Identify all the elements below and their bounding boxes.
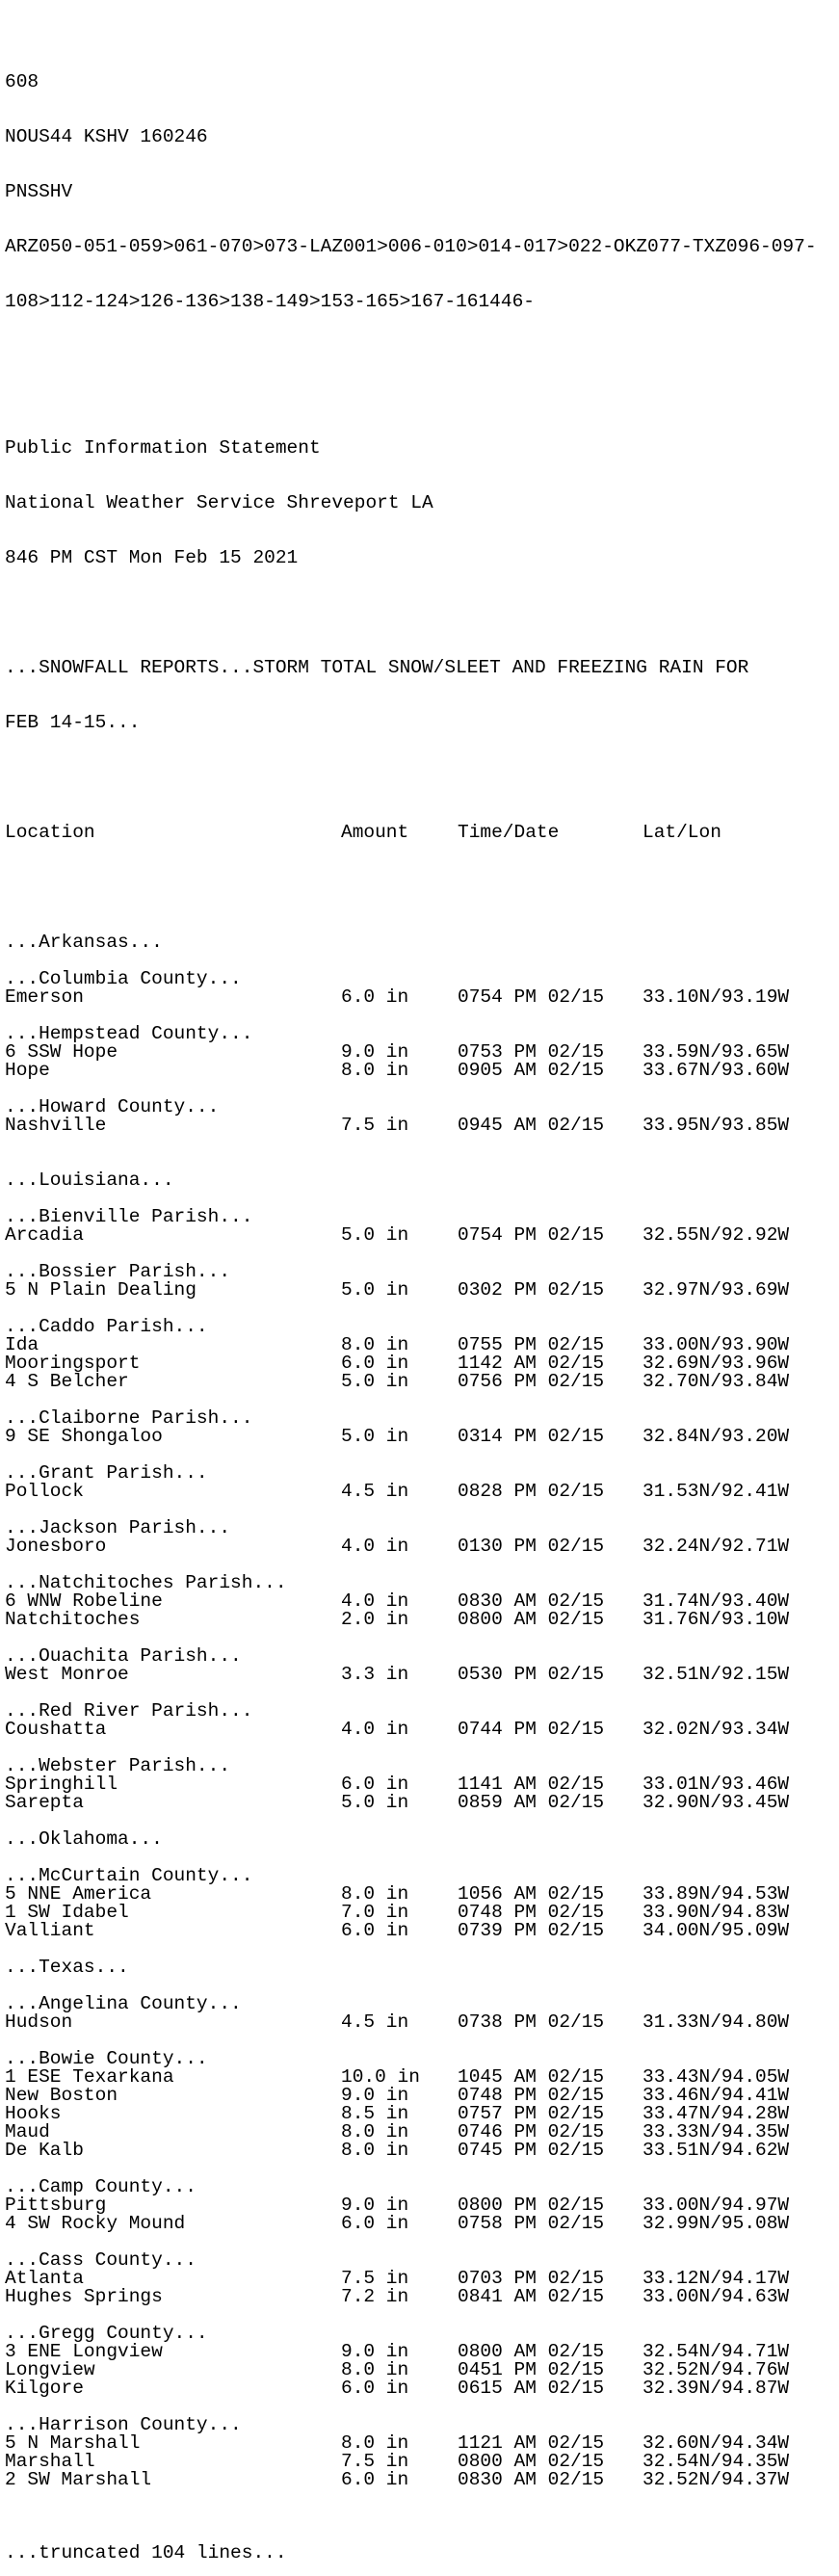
county-heading: ...Jackson Parish... bbox=[5, 1517, 231, 1538]
report-latlon: 33.12N/94.17W bbox=[642, 2268, 790, 2289]
report-time: 0130 PM 02/15 bbox=[458, 1536, 605, 1557]
report-time: 0748 PM 02/15 bbox=[458, 2085, 605, 2106]
report-time: 0830 AM 02/15 bbox=[458, 2469, 605, 2490]
report-amount: 5.0 in bbox=[341, 1792, 409, 1813]
statement-title: Public Information Statement bbox=[5, 437, 321, 459]
report-row bbox=[5, 2288, 839, 2306]
report-latlon: 31.33N/94.80W bbox=[642, 2011, 790, 2033]
report-latlon: 33.00N/93.90W bbox=[642, 1334, 790, 1355]
report-latlon: 32.60N/94.34W bbox=[642, 2432, 790, 2454]
report-location: Hope bbox=[5, 1060, 50, 1081]
county-heading: ...Columbia County... bbox=[5, 968, 242, 989]
report-latlon: 32.52N/94.76W bbox=[642, 2359, 790, 2380]
report-latlon: 33.51N/94.62W bbox=[642, 2140, 790, 2161]
report-latlon: 31.76N/93.10W bbox=[642, 1609, 790, 1630]
report-location: Mooringsport bbox=[5, 1353, 141, 1374]
report-location: 4 SW Rocky Mound bbox=[5, 2213, 186, 2234]
report-latlon: 33.95N/93.85W bbox=[642, 1115, 790, 1136]
header-line: PNSSHV bbox=[5, 181, 73, 202]
report-location: Pollock bbox=[5, 1481, 84, 1502]
report-amount: 6.0 in bbox=[341, 1920, 409, 1941]
county-heading: ...Ouachita Parish... bbox=[5, 1645, 242, 1667]
report-time: 0753 PM 02/15 bbox=[458, 1041, 605, 1063]
report-amount: 6.0 in bbox=[341, 2213, 409, 2234]
report-location: Hudson bbox=[5, 2011, 73, 2033]
report-location: 4 S Belcher bbox=[5, 1371, 129, 1392]
report-time: 1142 AM 02/15 bbox=[458, 1353, 605, 1374]
county-heading: ...Bossier Parish... bbox=[5, 1261, 231, 1282]
column-header-location: Location bbox=[5, 822, 95, 843]
report-time: 0451 PM 02/15 bbox=[458, 2359, 605, 2380]
report-time: 0754 PM 02/15 bbox=[458, 986, 605, 1008]
county-heading: ...Camp County... bbox=[5, 2176, 197, 2197]
report-location: Longview bbox=[5, 2359, 95, 2380]
product-header bbox=[5, 37, 839, 348]
county-heading: ...Hempstead County... bbox=[5, 1023, 253, 1044]
report-list bbox=[5, 933, 839, 2508]
report-latlon: 33.47N/94.28W bbox=[642, 2103, 790, 2124]
blank-line bbox=[5, 769, 839, 787]
report-latlon: 33.01N/93.46W bbox=[642, 1774, 790, 1795]
county-heading: ...Angelina County... bbox=[5, 1993, 242, 2014]
report-time: 0800 AM 02/15 bbox=[458, 2451, 605, 2472]
report-row bbox=[5, 1428, 839, 1446]
report-row bbox=[5, 1794, 839, 1812]
column-header-lat-lon: Lat/Lon bbox=[642, 822, 721, 843]
report-row bbox=[5, 1721, 839, 1739]
report-row bbox=[5, 2379, 839, 2398]
report-time: 0754 PM 02/15 bbox=[458, 1224, 605, 1246]
header-line: ARZ050-051-059>061-070>073-LAZ001>006-010>014-017>022-OKZ077-TXZ096-097- bbox=[5, 236, 817, 257]
report-latlon: 32.02N/93.34W bbox=[642, 1719, 790, 1740]
report-amount: 9.0 in bbox=[341, 1041, 409, 1063]
report-location: 1 SW Idabel bbox=[5, 1902, 129, 1923]
report-location: Valliant bbox=[5, 1920, 95, 1941]
report-location: Natchitoches bbox=[5, 1609, 141, 1630]
report-time: 0756 PM 02/15 bbox=[458, 1371, 605, 1392]
report-row bbox=[5, 2434, 839, 2453]
blank-line bbox=[5, 2398, 839, 2416]
report-row bbox=[5, 1538, 839, 1556]
report-time: 0755 PM 02/15 bbox=[458, 1334, 605, 1355]
issue-time: 846 PM CST Mon Feb 15 2021 bbox=[5, 547, 299, 568]
report-latlon: 32.69N/93.96W bbox=[642, 1353, 790, 1374]
report-amount: 6.0 in bbox=[341, 2469, 409, 2490]
report-time: 0744 PM 02/15 bbox=[458, 1719, 605, 1740]
report-row bbox=[5, 1373, 839, 1391]
report-amount: 9.0 in bbox=[341, 2341, 409, 2362]
report-latlon: 33.90N/94.83W bbox=[642, 1902, 790, 1923]
county-heading: ...Bowie County... bbox=[5, 2048, 208, 2069]
truncation-notice: ...truncated 104 lines... bbox=[5, 2544, 287, 2558]
report-location: Springhill bbox=[5, 1774, 118, 1795]
report-location: Emerson bbox=[5, 986, 84, 1008]
report-latlon: 32.54N/94.71W bbox=[642, 2341, 790, 2362]
report-latlon: 32.24N/92.71W bbox=[642, 1536, 790, 1557]
report-time: 0748 PM 02/15 bbox=[458, 1902, 605, 1923]
state-heading: ...Arkansas... bbox=[5, 932, 163, 953]
report-row bbox=[5, 988, 839, 1007]
report-amount: 7.2 in bbox=[341, 2286, 409, 2307]
report-amount: 5.0 in bbox=[341, 1224, 409, 1246]
report-amount: 10.0 in bbox=[341, 2066, 420, 2088]
report-amount: 9.0 in bbox=[341, 2195, 409, 2216]
report-location: De Kalb bbox=[5, 2140, 84, 2161]
blank-line bbox=[5, 384, 839, 403]
report-amount: 8.0 in bbox=[341, 1334, 409, 1355]
county-heading: ...McCurtain County... bbox=[5, 1865, 253, 1886]
county-heading: ...Harrison County... bbox=[5, 2414, 242, 2435]
report-latlon: 33.33N/94.35W bbox=[642, 2121, 790, 2142]
column-header-time-date: Time/Date bbox=[458, 822, 560, 843]
blank-line bbox=[5, 604, 839, 622]
report-row bbox=[5, 1281, 839, 1300]
issuing-office: National Weather Service Shreveport LA bbox=[5, 492, 433, 513]
report-location: New Boston bbox=[5, 2085, 118, 2106]
report-amount: 8.0 in bbox=[341, 2432, 409, 2454]
report-time: 0758 PM 02/15 bbox=[458, 2213, 605, 2234]
state-heading: ...Oklahoma... bbox=[5, 1828, 163, 1850]
report-row bbox=[5, 1922, 839, 1940]
report-row bbox=[5, 1062, 839, 1080]
report-time: 0841 AM 02/15 bbox=[458, 2286, 605, 2307]
report-location: 9 SE Shongaloo bbox=[5, 1426, 163, 1447]
report-time: 0800 AM 02/15 bbox=[458, 2341, 605, 2362]
report-location: Nashville bbox=[5, 1115, 107, 1136]
report-row bbox=[5, 1666, 839, 1684]
report-amount: 5.0 in bbox=[341, 1426, 409, 1447]
report-amount: 7.5 in bbox=[341, 1115, 409, 1136]
report-time: 0800 AM 02/15 bbox=[458, 1609, 605, 1630]
report-location: Atlanta bbox=[5, 2268, 84, 2289]
report-latlon: 32.39N/94.87W bbox=[642, 2378, 790, 2399]
blank-line bbox=[5, 1849, 839, 1867]
headline: FEB 14-15... bbox=[5, 712, 141, 733]
blank-line bbox=[5, 1977, 839, 1995]
report-amount: 5.0 in bbox=[341, 1279, 409, 1301]
report-amount: 7.0 in bbox=[341, 1902, 409, 1923]
report-time: 0703 PM 02/15 bbox=[458, 2268, 605, 2289]
report-latlon: 33.10N/93.19W bbox=[642, 986, 790, 1008]
report-row bbox=[5, 2270, 839, 2288]
report-latlon: 32.54N/94.35W bbox=[642, 2451, 790, 2472]
report-amount: 3.3 in bbox=[341, 1664, 409, 1685]
report-latlon: 32.51N/92.15W bbox=[642, 1664, 790, 1685]
report-location: Hooks bbox=[5, 2103, 62, 2124]
blank-line bbox=[5, 2489, 839, 2508]
report-time: 0739 PM 02/15 bbox=[458, 1920, 605, 1941]
header-line: 108>112-124>126-136>138-149>153-165>167-161446- bbox=[5, 291, 535, 312]
header-line: 608 bbox=[5, 71, 39, 92]
headline: ...SNOWFALL REPORTS...STORM TOTAL SNOW/SLEET AND FREEZING RAIN FOR bbox=[5, 657, 749, 678]
report-amount: 8.0 in bbox=[341, 1060, 409, 1081]
state-heading: ...Texas... bbox=[5, 1957, 129, 1978]
report-row bbox=[5, 1117, 839, 1135]
report-amount: 7.5 in bbox=[341, 2451, 409, 2472]
blank-line bbox=[5, 2032, 839, 2050]
report-time: 0800 PM 02/15 bbox=[458, 2195, 605, 2216]
report-location: Coushatta bbox=[5, 1719, 107, 1740]
report-latlon: 32.90N/93.45W bbox=[642, 1792, 790, 1813]
report-time: 1141 AM 02/15 bbox=[458, 1774, 605, 1795]
report-row bbox=[5, 2123, 839, 2142]
report-time: 0530 PM 02/15 bbox=[458, 1664, 605, 1685]
report-row bbox=[5, 2215, 839, 2233]
report-time: 0615 AM 02/15 bbox=[458, 2378, 605, 2399]
report-row bbox=[5, 2013, 839, 2032]
report-amount: 4.0 in bbox=[341, 1590, 409, 1612]
report-time: 0745 PM 02/15 bbox=[458, 2140, 605, 2161]
report-amount: 4.5 in bbox=[341, 2011, 409, 2033]
report-latlon: 32.55N/92.92W bbox=[642, 1224, 790, 1246]
report-location: 5 N Plain Dealing bbox=[5, 1279, 197, 1301]
report-amount: 6.0 in bbox=[341, 986, 409, 1008]
report-latlon: 33.00N/94.97W bbox=[642, 2195, 790, 2216]
blank-line bbox=[5, 2160, 839, 2178]
report-latlon: 33.43N/94.05W bbox=[642, 2066, 790, 2088]
blank-line bbox=[5, 2233, 839, 2251]
report-amount: 8.0 in bbox=[341, 1883, 409, 1905]
state-heading: ...Louisiana... bbox=[5, 1170, 174, 1191]
report-location: Jonesboro bbox=[5, 1536, 107, 1557]
report-latlon: 33.89N/94.53W bbox=[642, 1883, 790, 1905]
report-time: 0314 PM 02/15 bbox=[458, 1426, 605, 1447]
blank-line bbox=[5, 1940, 839, 1958]
report-location: Arcadia bbox=[5, 1224, 84, 1246]
county-heading: ...Red River Parish... bbox=[5, 1700, 253, 1722]
county-heading: ...Cass County... bbox=[5, 2249, 197, 2271]
report-location: Pittsburg bbox=[5, 2195, 107, 2216]
column-header-amount: Amount bbox=[341, 822, 409, 843]
report-amount: 4.0 in bbox=[341, 1719, 409, 1740]
report-row bbox=[5, 1904, 839, 1922]
report-location: 3 ENE Longview bbox=[5, 2341, 163, 2362]
report-row bbox=[5, 2343, 839, 2361]
report-row bbox=[5, 2087, 839, 2105]
report-time: 0757 PM 02/15 bbox=[458, 2103, 605, 2124]
report-location: 6 SSW Hope bbox=[5, 1041, 118, 1063]
report-time: 0830 AM 02/15 bbox=[458, 1590, 605, 1612]
report-row bbox=[5, 1885, 839, 1904]
report-latlon: 33.59N/93.65W bbox=[642, 1041, 790, 1063]
report-time: 0746 PM 02/15 bbox=[458, 2121, 605, 2142]
report-location: 2 SW Marshall bbox=[5, 2469, 152, 2490]
report-location: West Monroe bbox=[5, 1664, 129, 1685]
report-time: 0828 PM 02/15 bbox=[458, 1481, 605, 1502]
report-time: 1056 AM 02/15 bbox=[458, 1883, 605, 1905]
report-row bbox=[5, 2142, 839, 2160]
report-amount: 2.0 in bbox=[341, 1609, 409, 1630]
report-latlon: 31.74N/93.40W bbox=[642, 1590, 790, 1612]
report-location: Maud bbox=[5, 2121, 50, 2142]
report-latlon: 32.99N/95.08W bbox=[642, 2213, 790, 2234]
report-location: Kilgore bbox=[5, 2378, 84, 2399]
report-row bbox=[5, 1226, 839, 1245]
report-amount: 6.0 in bbox=[341, 1774, 409, 1795]
county-heading: ...Caddo Parish... bbox=[5, 1316, 208, 1337]
report-time: 1121 AM 02/15 bbox=[458, 2432, 605, 2454]
report-row bbox=[5, 2196, 839, 2215]
blank-line bbox=[5, 1135, 839, 1153]
report-amount: 7.5 in bbox=[341, 2268, 409, 2289]
county-heading: ...Natchitoches Parish... bbox=[5, 1572, 287, 1593]
report-time: 0905 AM 02/15 bbox=[458, 1060, 605, 1081]
county-heading: ...Gregg County... bbox=[5, 2323, 208, 2344]
report-latlon: 33.00N/94.63W bbox=[642, 2286, 790, 2307]
report-location: 5 NNE America bbox=[5, 1883, 152, 1905]
report-amount: 6.0 in bbox=[341, 1353, 409, 1374]
report-location: Sarepta bbox=[5, 1792, 84, 1813]
report-amount: 8.0 in bbox=[341, 2140, 409, 2161]
header-line: NOUS44 KSHV 160246 bbox=[5, 126, 208, 147]
report-time: 0945 AM 02/15 bbox=[458, 1115, 605, 1136]
report-latlon: 34.00N/95.09W bbox=[642, 1920, 790, 1941]
report-latlon: 32.52N/94.37W bbox=[642, 2469, 790, 2490]
report-latlon: 31.53N/92.41W bbox=[642, 1481, 790, 1502]
report-time: 0738 PM 02/15 bbox=[458, 2011, 605, 2033]
report-time: 0302 PM 02/15 bbox=[458, 1279, 605, 1301]
report-amount: 8.0 in bbox=[341, 2359, 409, 2380]
report-latlon: 32.97N/93.69W bbox=[642, 1279, 790, 1301]
blank-line bbox=[5, 879, 839, 897]
report-amount: 5.0 in bbox=[341, 1371, 409, 1392]
report-amount: 9.0 in bbox=[341, 2085, 409, 2106]
report-location: Ida bbox=[5, 1334, 39, 1355]
county-heading: ...Howard County... bbox=[5, 1096, 220, 1117]
report-amount: 6.0 in bbox=[341, 2378, 409, 2399]
blank-line bbox=[5, 2306, 839, 2325]
report-latlon: 33.67N/93.60W bbox=[642, 1060, 790, 1081]
report-row bbox=[5, 1483, 839, 1501]
county-heading: ...Claiborne Parish... bbox=[5, 1407, 253, 1429]
report-row bbox=[5, 1611, 839, 1629]
report-location: 6 WNW Robeline bbox=[5, 1590, 163, 1612]
county-heading: ...Webster Parish... bbox=[5, 1755, 231, 1776]
report-latlon: 32.70N/93.84W bbox=[642, 1371, 790, 1392]
report-row bbox=[5, 2068, 839, 2087]
report-location: 5 N Marshall bbox=[5, 2432, 141, 2454]
report-row bbox=[5, 2471, 839, 2489]
report-location: 1 ESE Texarkana bbox=[5, 2066, 174, 2088]
report-amount: 8.5 in bbox=[341, 2103, 409, 2124]
column-headers bbox=[5, 824, 839, 842]
report-time: 1045 AM 02/15 bbox=[458, 2066, 605, 2088]
report-latlon: 33.46N/94.41W bbox=[642, 2085, 790, 2106]
report-time: 0859 AM 02/15 bbox=[458, 1792, 605, 1813]
report-amount: 8.0 in bbox=[341, 2121, 409, 2142]
county-heading: ...Bienville Parish... bbox=[5, 1206, 253, 1227]
report-location: Marshall bbox=[5, 2451, 95, 2472]
report-latlon: 32.84N/93.20W bbox=[642, 1426, 790, 1447]
report-row bbox=[5, 2361, 839, 2379]
report-row bbox=[5, 2453, 839, 2471]
report-amount: 4.0 in bbox=[341, 1536, 409, 1557]
report-row bbox=[5, 2105, 839, 2123]
report-location: Hughes Springs bbox=[5, 2286, 163, 2307]
report-amount: 4.5 in bbox=[341, 1481, 409, 1502]
county-heading: ...Grant Parish... bbox=[5, 1462, 208, 1484]
